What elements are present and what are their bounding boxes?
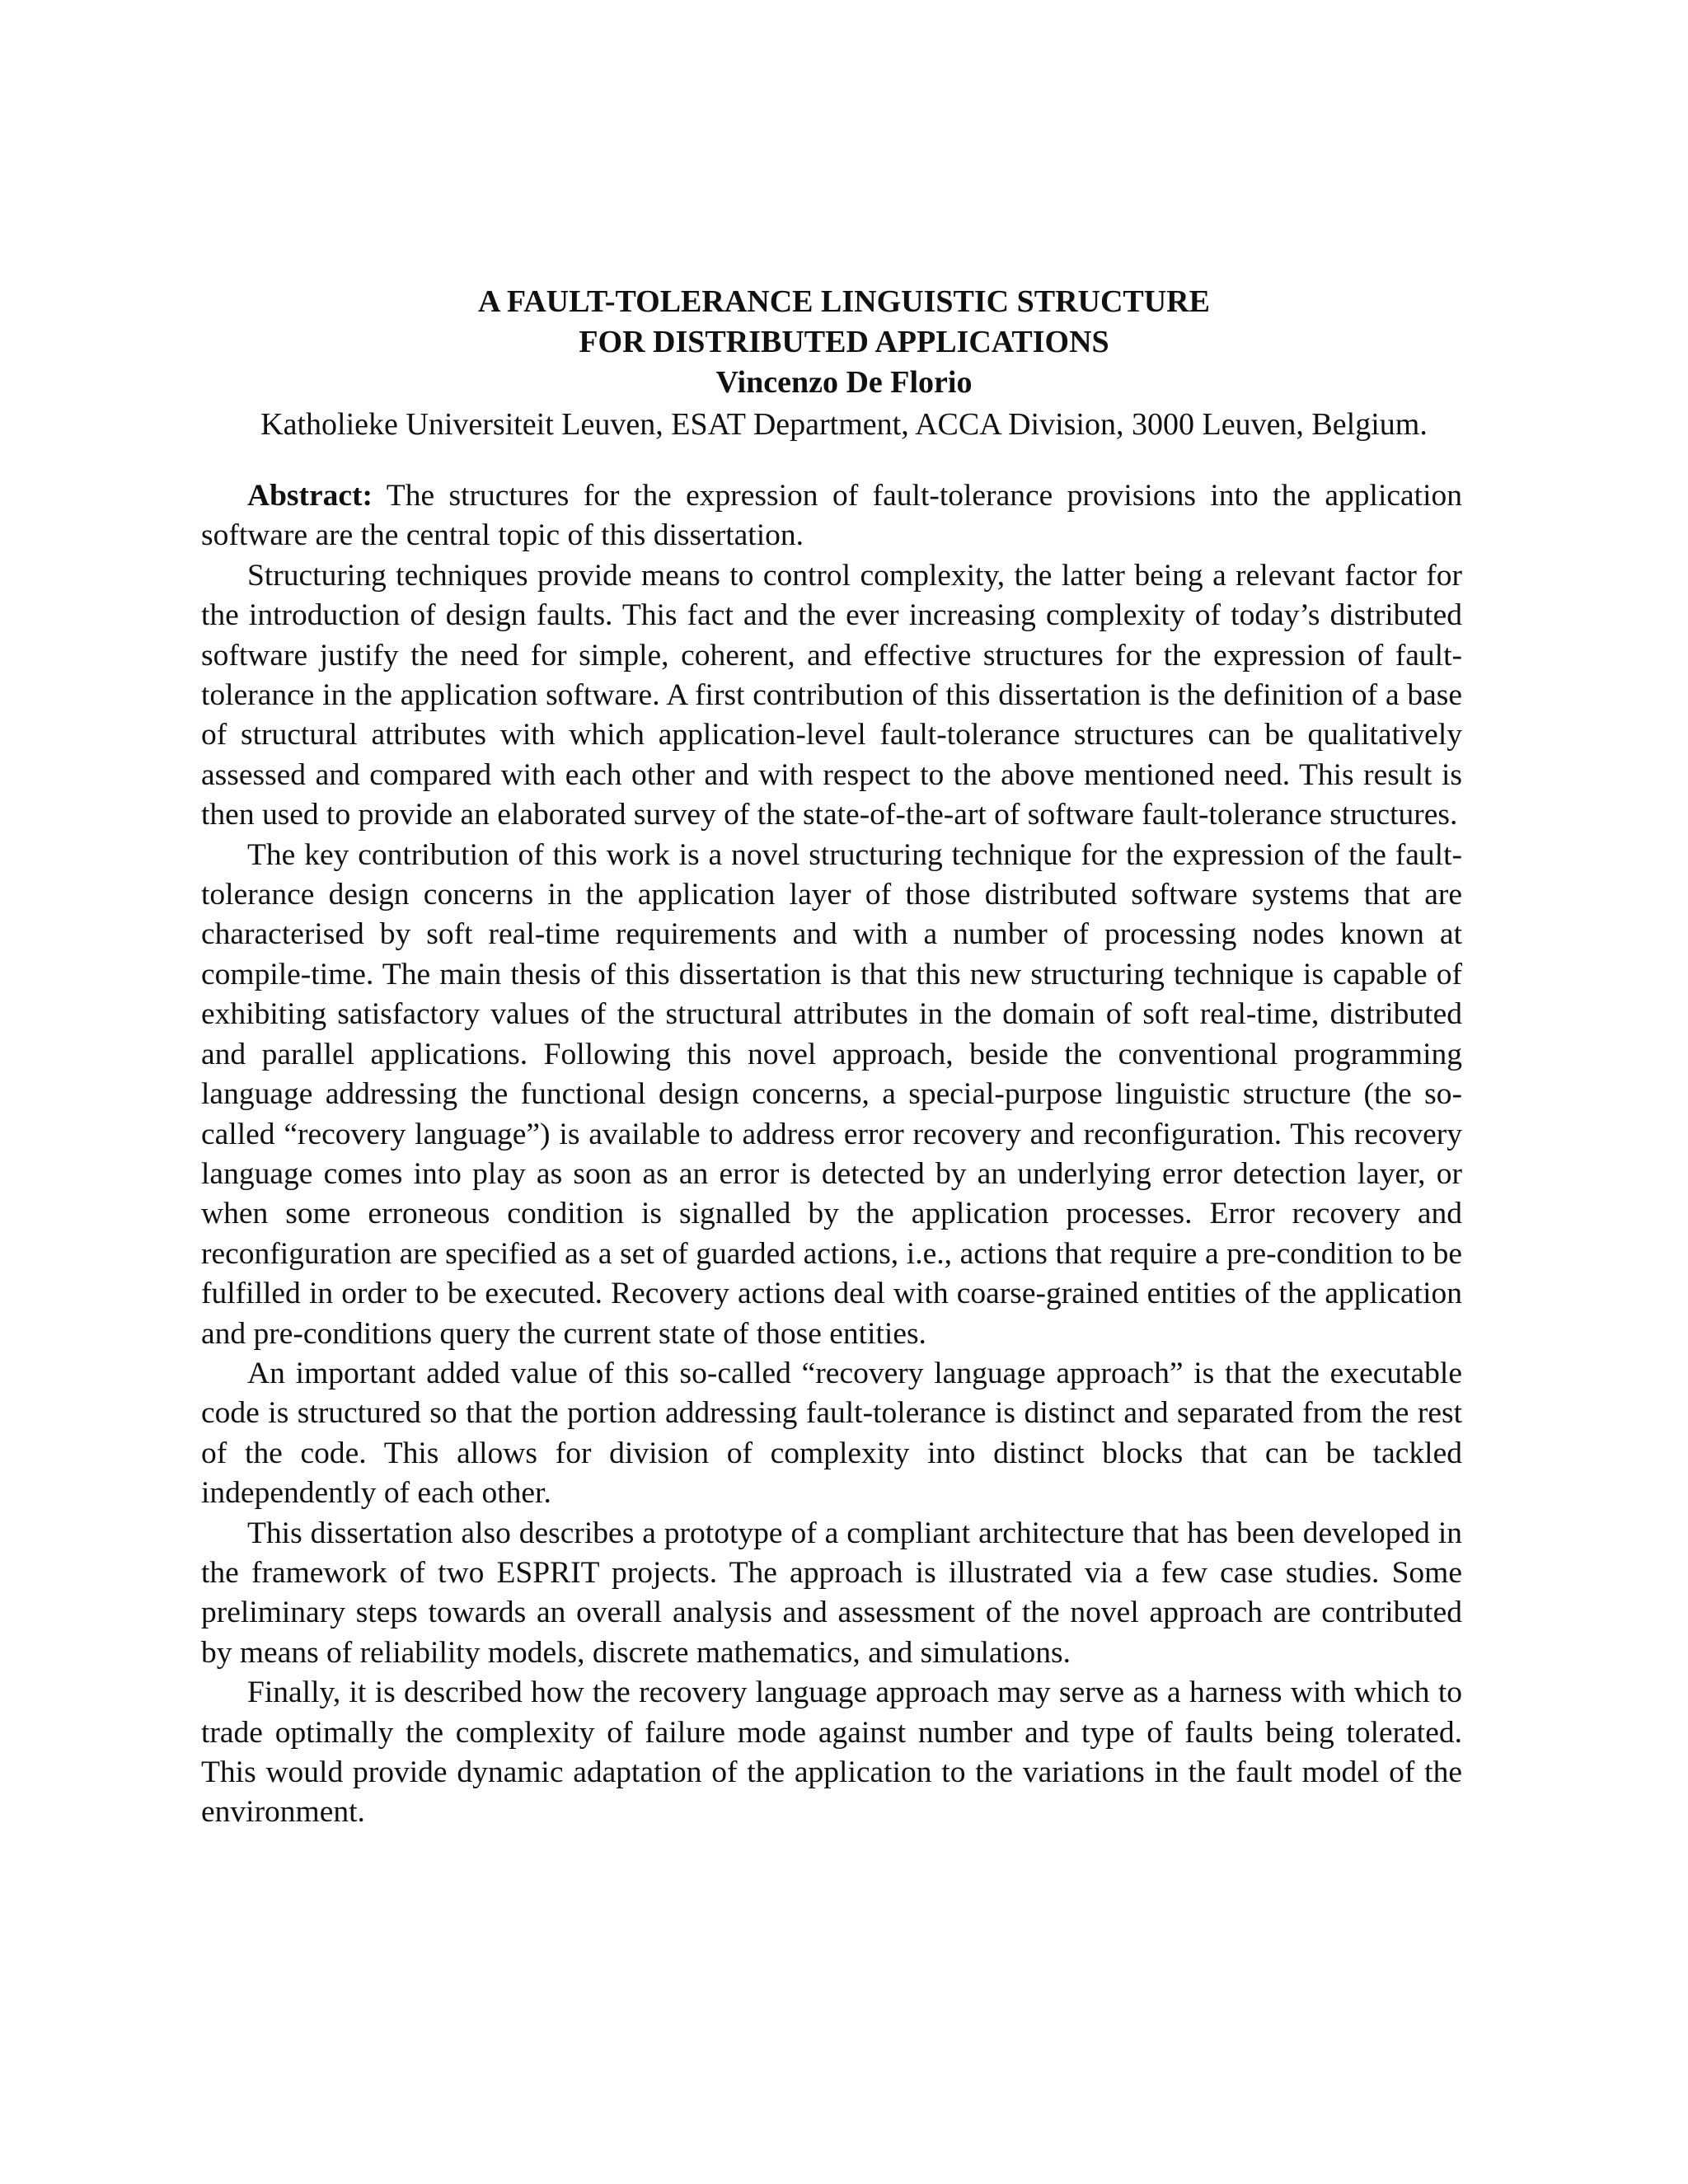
abstract-label: Abstract: — [247, 479, 373, 513]
title-block — [0, 282, 1688, 445]
abstract-paragraph-4: An important added value of this so-called “recovery language approach” is that the executable code is structured so that the portion addressing fault-tolerance is distinct and separated from the rest of the code. This allows for division of complexity into distinct blocks that can be tackled independently of each other. — [201, 1356, 1462, 1511]
paper-title-line-1: A FAULT-TOLERANCE LINGUISTIC STRUCTURE — [478, 284, 1210, 319]
abstract-paragraph-1 — [201, 476, 1462, 556]
author-affiliation: Katholieke Universiteit Leuven, ESAT Department, ACCA Division, 3000 Leuven, Belgium. — [260, 407, 1428, 442]
abstract-body — [201, 476, 1462, 1833]
abstract-paragraph-3: The key contribution of this work is a novel structuring technique for the expression of the fault-tolerance design concerns in the application layer of those distributed software systems that are characterised by soft real-time requirements and with a number of processing nodes known at compile-time. The main thesis of this dissertation is that this new structuring technique is capable of exhibiting satisfactory values of the structural attributes in the domain of soft real-time, distributed and parallel applications. Following this novel approach, beside the conventional programming language addressing the functional design concerns, a special-purpose linguistic structure (the so-called “recovery language”) is available to address error recovery and reconfiguration. This recovery language comes into play as soon as an error is detected by an underlying error detection layer, or when some erroneous condition is signalled by the application processes. Error recovery and reconfiguration are specified as a set of guarded actions, i.e., actions that require a pre-condition to be fulfilled in order to be executed. Recovery actions deal with coarse-grained entities of the application and pre-conditions query the current state of those entities. — [201, 837, 1462, 1351]
abstract-paragraph-5: This dissertation also describes a prototype of a compliant architecture that has been developed in the framework of two ESPRIT projects. The approach is illustrated via a few case studies. Some preliminary steps towards an overall analysis and assessment of the novel approach are contributed by means of reliability models, discrete mathematics, and simulations. — [201, 1516, 1462, 1670]
paper-title-line-2: FOR DISTRIBUTED APPLICATIONS — [579, 325, 1109, 359]
abstract-intro-text: The structures for the expression of fault-tolerance provisions into the application software are the central topic of this dissertation. — [201, 479, 1462, 553]
abstract-paragraph-6: Finally, it is described how the recovery language approach may serve as a harness with which to trade optimally the complexity of failure mode against number and type of faults being tolerated. This would provide dynamic adaptation of the application to the variations in the fault model of the environment. — [201, 1675, 1462, 1830]
abstract-paragraph-2: Structuring techniques provide means to control complexity, the latter being a relevant factor for the introduction of design faults. This fact and the ever increasing complexity of today’s distributed software justify the need for simple, coherent, and effective structures for the expression of fault-tolerance in the application software. A first contribution of this dissertation is the definition of a base of structural attributes with which application-level fault-tolerance structures can be qualitatively assessed and compared with each other and with respect to the above mentioned need. This result is then used to provide an elaborated survey of the state-of-the-art of software fault-tolerance structures. — [201, 558, 1462, 832]
author-name: Vincenzo De Florio — [715, 365, 973, 400]
